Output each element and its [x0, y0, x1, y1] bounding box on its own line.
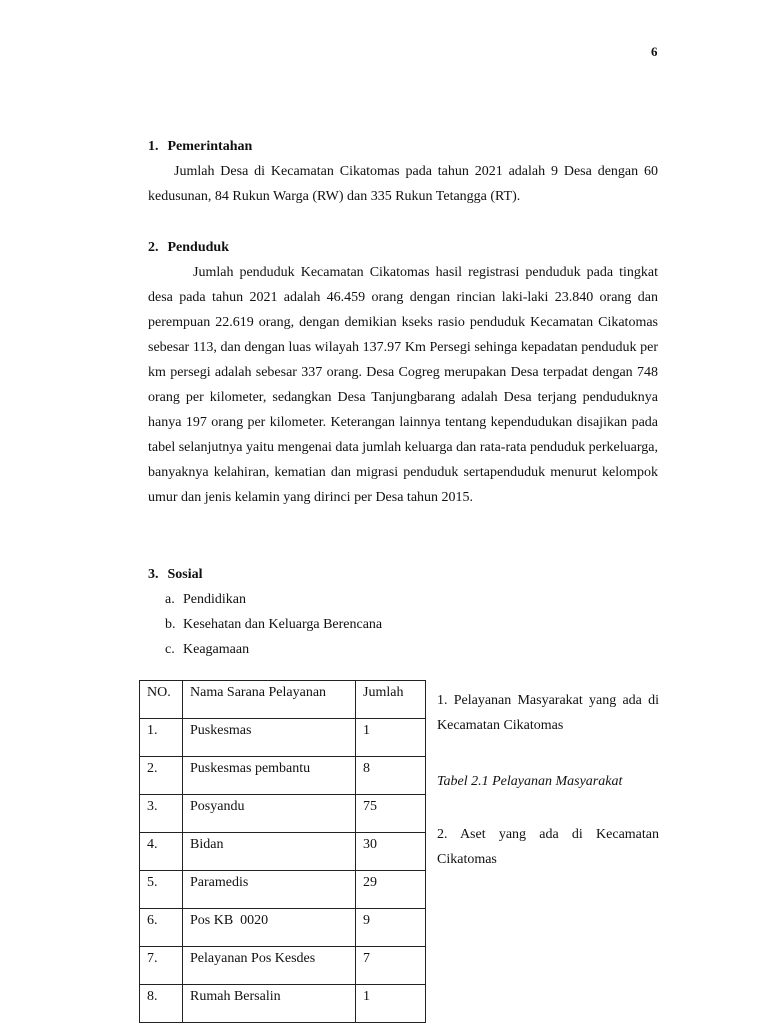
list-item-label: Pendidikan — [183, 592, 246, 607]
cell-name: Pos KB 0020 — [183, 909, 356, 947]
cell-no: 6. — [140, 909, 183, 947]
cell-qty: 9 — [356, 909, 426, 947]
table-row — [140, 985, 426, 1023]
header-cell-name: Nama Sarana Pelayanan — [183, 681, 356, 719]
list-item-label: Kesehatan dan Keluarga Berencana — [183, 617, 383, 632]
section-number: 3. — [148, 567, 159, 582]
cell-qty: 30 — [356, 833, 426, 871]
section-title: Sosial — [167, 567, 203, 582]
table-row — [140, 719, 426, 757]
list-item-kesehatan — [165, 617, 382, 633]
table-row — [140, 947, 426, 985]
section-title: Penduduk — [167, 240, 229, 255]
section-number: 1. — [148, 139, 159, 154]
page-number: 6 — [651, 44, 658, 59]
section-number: 2. — [148, 240, 159, 255]
cell-name: Puskesmas pembantu — [183, 757, 356, 795]
section-paragraph-penduduk: Jumlah penduduk Kecamatan Cikatomas hasil registrasi penduduk pada tingkat desa pada tahun 2021 adalah 46.459 orang dengan rincian laki-laki 23.840 orang dan perempuan 22.619 orang, dengan demikian kseks rasio penduduk Kecamatan Cikatomas sebesar 113, dan dengan luas wilayah 137.97 Km Persegi sehinga kepadatan penduduk per km persegi adalah sebesar 337 orang. Desa Cogreg merupakan Desa terpadat dengan 748 orang per kilometer, sedangkan Desa Tanjungbarang adalah Desa terjang penduduknya hanya 197 orang per kilometer. Keterangan lainnya tentang kependudukan disajikan pada tabel selanjutnya yaitu mengenai data jumlah keluarga dan rata-rata penduduk perkeluarga, banyaknya kelahiran, kematian dan migrasi penduduk sertapenduduk menurut kelompok umur dan jenis kelamin yang dirinci per Desa tahun 2015. — [148, 265, 658, 505]
list-item-label: Keagamaan — [183, 642, 250, 657]
list-item-keagamaan — [165, 642, 249, 658]
table-header-row — [140, 681, 426, 719]
cell-name: Bidan — [183, 833, 356, 871]
section-heading-penduduk — [148, 240, 229, 256]
cell-name: Pelayanan Pos Kesdes — [183, 947, 356, 985]
section-heading-pemerintahan — [148, 139, 252, 155]
header-cell-qty: Jumlah — [356, 681, 426, 719]
cell-qty: 29 — [356, 871, 426, 909]
cell-no: 5. — [140, 871, 183, 909]
table-row — [140, 795, 426, 833]
cell-no: 1. — [140, 719, 183, 757]
cell-qty: 8 — [356, 757, 426, 795]
table-row — [140, 871, 426, 909]
cell-name: Paramedis — [183, 871, 356, 909]
cell-no: 8. — [140, 985, 183, 1023]
cell-name: Puskesmas — [183, 719, 356, 757]
cell-no: 7. — [140, 947, 183, 985]
cell-qty: 7 — [356, 947, 426, 985]
cell-no: 3. — [140, 795, 183, 833]
cell-name: Rumah Bersalin — [183, 985, 356, 1023]
list-item-letter: b. — [165, 617, 176, 632]
cell-name: Posyandu — [183, 795, 356, 833]
cell-no: 4. — [140, 833, 183, 871]
header-cell-no: NO. — [140, 681, 183, 719]
side-note-pelayanan: 1. Pelayanan Masyarakat yang ada di Kecamatan Cikatomas — [437, 693, 659, 733]
side-note-aset: 2. Aset yang ada di Kecamatan Cikatomas — [437, 827, 659, 867]
list-item-letter: a. — [165, 592, 175, 607]
cell-no: 2. — [140, 757, 183, 795]
cell-qty: 75 — [356, 795, 426, 833]
list-item-pendidikan — [165, 592, 246, 608]
table-row — [140, 757, 426, 795]
section-title: Pemerintahan — [167, 139, 253, 154]
services-table — [139, 680, 426, 1023]
cell-qty: 1 — [356, 985, 426, 1023]
list-item-letter: c. — [165, 642, 175, 657]
table-row — [140, 833, 426, 871]
section-heading-sosial — [148, 567, 203, 583]
cell-qty: 1 — [356, 719, 426, 757]
table-caption: Tabel 2.1 Pelayanan Masyarakat — [437, 774, 623, 789]
section-paragraph-pemerintahan: Jumlah Desa di Kecamatan Cikatomas pada tahun 2021 adalah 9 Desa dengan 60 kedusunan, 84 Rukun Warga (RW) dan 335 Rukun Tetangga (RT). — [148, 164, 658, 204]
table-row — [140, 909, 426, 947]
